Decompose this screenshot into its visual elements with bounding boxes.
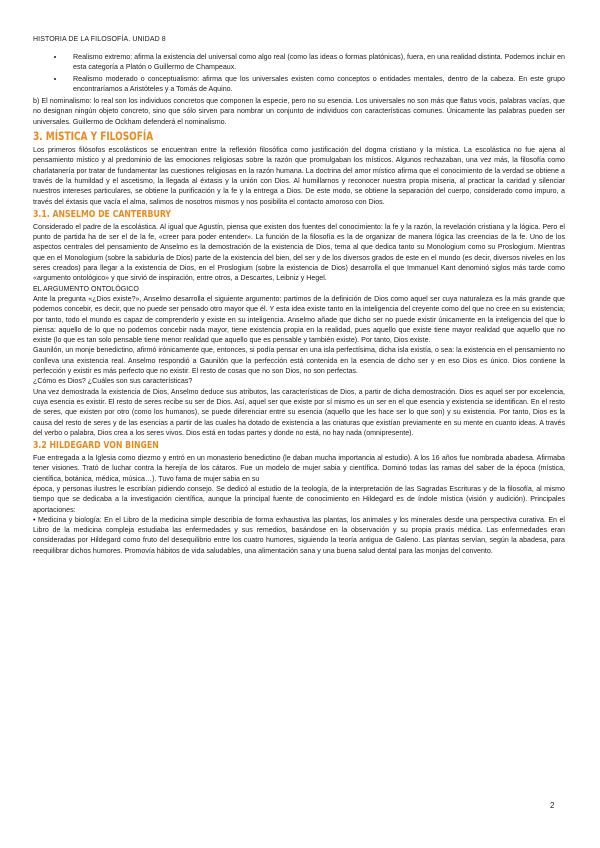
subheading-argumento: EL ARGUMENTO ONTOLÓGICO [33, 284, 139, 293]
running-header: HISTORIA DE LA FILOSOFÍA. UNIDAD 8 [33, 36, 166, 43]
paragraph-atributos: Una vez demostrada la existencia de Dios, Anselmo deduce sus atributos, las características de Dios, a partir de dicha demostración. Dios es aquel ser por excelencia, cuya esencia es existir. El resto de seres recibe su ser de Dios. Así, aquel ser que existe por sí mismo es un ser en el que esencia y existencia se identifican. En el resto de seres, que existen por otro (como los humanos), se puede diferenciar entre su esencia (aquello que les hace ser lo que son) y su existencia. Por tanto, Dios es la causa del resto de seres y de las esencias a partir de las cuales ha dotado de existencia a las criaturas que existían previamente en su mente en cuanto ideas. A través del verbo o palabra, Dios crea a los seres vivos. Dios está en todas partes y donde no está, no hay nada (omnipresente). [33, 387, 565, 437]
paragraph-hildegard-intro: Fue entregada a la Iglesia como diezmo y entró en un monasterio benedictino (le daban mucha importancia al estudio). A los 16 años fue nombrada abadesa. Afirmaba tener visiones. Trató de luchar contra la herejía de los cátaros. Fue un modelo de mujer sabia y científica. Dominó todas las ramas del saber de la época (mística, científica, botánica, médica, música…). Tuvo fama de mujer sabia en su [33, 454, 565, 483]
bullet-realismo-moderado: • Realismo moderado o conceptualismo: afirma que los universales existen como conceptos o entidades mentales, dentro de la cabeza. En este grupo encontraríamos a Aristóteles y a Tomás de Aquino. [65, 74, 565, 95]
paragraph-nominalismo: b) El nominalismo: lo real son los individuos concretos que componen la especie, pero no su esencia. Los universales no son más que flatus vocis, palabras vacías, que no designan ningún objeto concreto, sino que sólo sirven para nombrar un conjunto de individuos con características comunes. Únicamente las palabras pueden ser universales. Guillermo de Ockham defenderá el nominalismo. [33, 97, 565, 126]
section-heading-mistica: 3. MÍSTICA Y FILOSOFÍA [33, 129, 154, 144]
question-como-es-dios: ¿Cómo es Dios? ¿Cuáles son sus características? [33, 377, 193, 386]
universals-bullet-list [33, 52, 565, 94]
paragraph-medicina: • Medicina y biología: En el Libro de la medicina simple describía de forma exhaustiva las plantas, los animales y los minerales desde una perspectiva curativa. En el Libro de la medicina compleja estudiaba las enfermedades y sus remedios, basándose en la observación y su propia praxis médica. Las enfermedades eran consideradas por Hildegard como fruto del desequilibrio entre los cuatro humores, siguiendo la teoría antigua de Galeno. Las plantas servían, según la abadesa, para reequilibrar dichos humores. Promovía hábitos de vida saludables, una alimentación sana y una buena salud dental para las monjas del convento. [33, 515, 565, 555]
section-heading-hildegard: 3.2 HILDEGARD VON BINGEN [33, 440, 159, 452]
section-heading-anselmo: 3.1. ANSELMO DE CANTERBURY [33, 208, 172, 220]
paragraph-mistica: Los primeros filósofos escolásticos se encuentran entre la reflexión filosófica como justificación del dogma cristiano y la mística. La escolástica no fue ajena al pensamiento místico y al predominio de las emociones religiosas sobre la razón que promulgaban los místicos. Algunos rechazaban, una vez más, la filosofía como charlatanería por tratar de fundamentar las cuestiones religiosas en la razón humana. La doctrina del amor místico afirma que el conocimiento de la verdad se obtiene a través de la humildad y el ascetismo, la llegada al éxtasis y la unión con Dios. Al humillarnos y reconocer nuestra propia miseria, al practicar la caridad y silenciar nuestros intereses particulares, se obtiene la purificación y la fe y la entrega a Dios. De este modo, se obtiene la separación del cuerpo, considerado como impuro, a través del éxtasis que vacía el alma, salimos de nosotros mismos y nos posibilita el contacto amoroso con Dios. [33, 146, 565, 206]
paragraph-argumento: Ante la pregunta «¿Dios existe?», Anselmo desarrolla el siguiente argumento: partimos de la definición de Dios como aquel ser cuya naturaleza es la más grande que podemos concebir, es decir, que no puede ser pensado otro mayor que él. Y esta idea existe tanto en la inteligencia del creyente como del que no cree en su existencia; por tanto, todo el mundo es capaz de comprenderlo y existe en su inteligencia. Anselmo añade que dicho ser no puede existir únicamente en la inteligencia del que lo piensa: aquello de lo que no podemos concebir nada mayor, tiene existencia propia en la realidad, pues aquello que existe tiene mayor realidad que aquello que no existe (lo que es tan solo pensable tiene menor realidad que aquello que es pensable y también existe). Por tanto, Dios existe. [33, 294, 565, 345]
paragraph-gaunilon: Gaunilón, un monje benedictino, afirmó irónicamente que, entonces, si podía pensar en una isla perfectísima, dicha isla existía, o sea: la existencia en el pensamiento no conlleva una existencia real. Anselmo respondió a Gaunilón que la perfección está contenida en la esencia de dicho ser y en eso Dios es único. Dios contiene la perfección y existir es más perfecto que no existir. El resto de cosas que no son Dios, no son perfectas. [33, 346, 565, 376]
page-number: 2 [550, 801, 555, 810]
paragraph-anselmo-intro: Considerado el padre de la escolástica. Al igual que Agustín, piensa que existen dos fuentes del conocimiento: la fe y la razón, la revelación cristiana y la lógica. Pero el punto de partida ha de ser el de la fe, «creer para poder entender». La función de la filosofía es la de organizar de manera lógica las creencias de la fe. Uno de los aspectos centrales del pensamiento de Anselmo es la demostración de la existencia de Dios, tema al que dedica tanto su Monologium como su Proslogium. Mientras que en el Monologium (sobre la sabiduría de Dios) parte de la existencia del bien, del ser y de los diversos grados de este en el mundo (es decir, diversos niveles en los seres creados) para llegar a la existencia de Dios, en el Proslogium (sobre la existencia de Dios) desarrolla el que Immanuel Kant denominó siglos más tarde como «argumento ontológico» y que sirvió de inspiración, entre otros, a Descartes, Leibniz y Hegel. [33, 222, 565, 283]
bullet-realismo-extremo: • Realismo extremo: afirma la existencia del universal como algo real (como las ideas o formas platónicas), fuera, en una realidad distinta. Podemos incluir en esta categoría a Platón o Guillermo de Champeaux. [65, 52, 565, 73]
paragraph-hildegard-intro-2: época, y personas ilustres le escribían pidiendo consejo. Se dedicó al estudio de la teología, de la interpretación de las Sagradas Escrituras y de la filosofía, al mismo tiempo que se dedicaba a la investigación científica, aunque la principal fuente de conocimiento en Hildegard es de índole mística (visión y audición). Principales aportaciones: [33, 484, 565, 514]
page-content [33, 52, 565, 556]
